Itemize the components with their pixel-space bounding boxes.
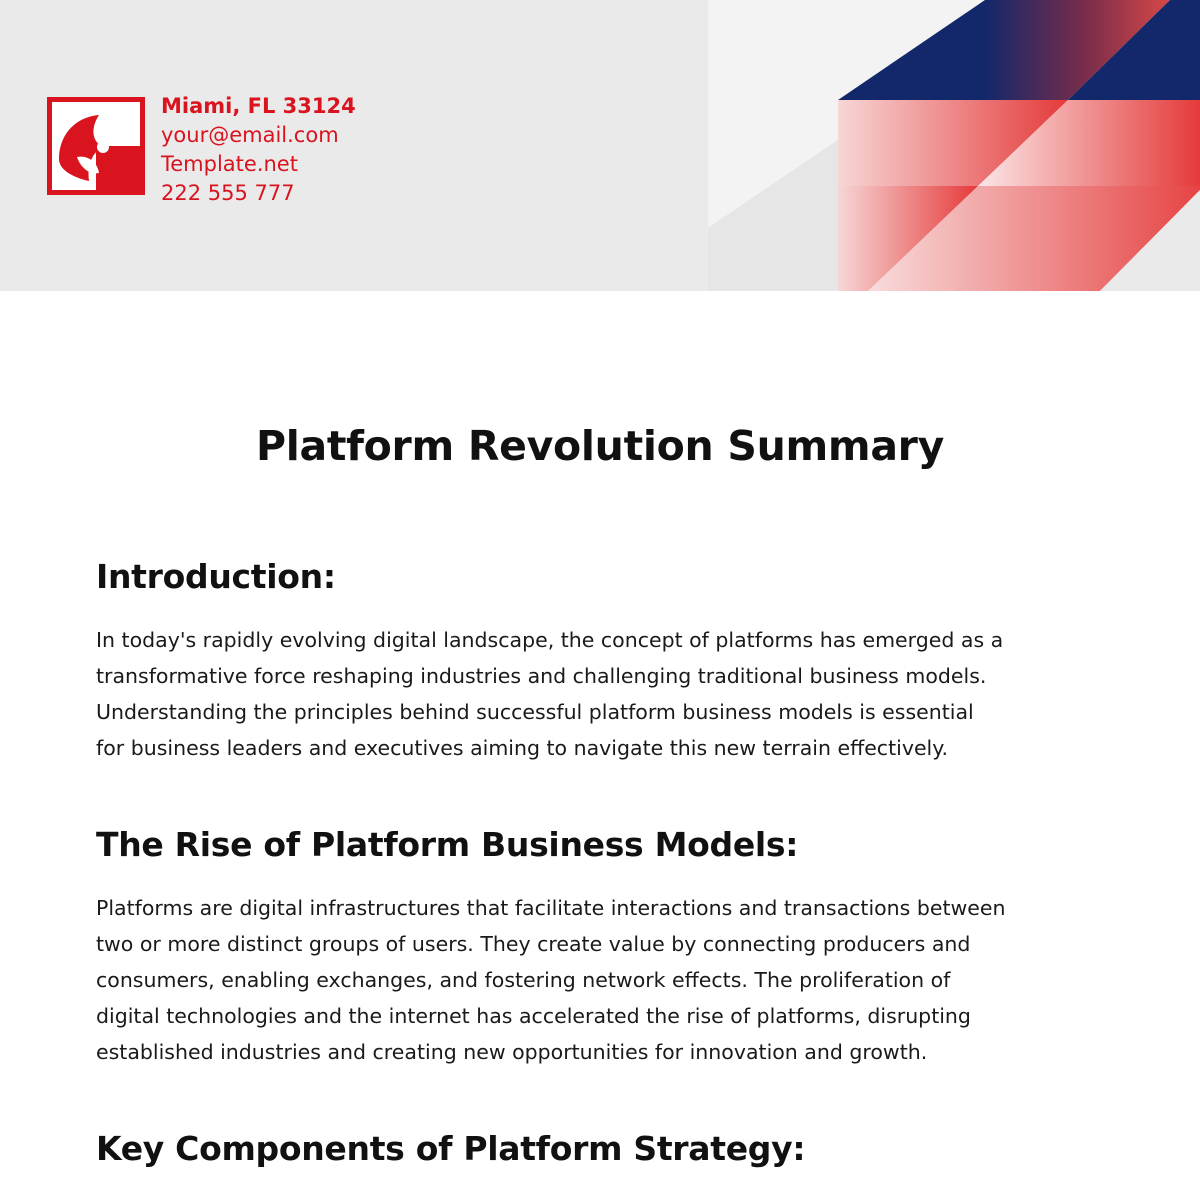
paragraph-line: In today's rapidly evolving digital landscape, the concept of platforms has emerged as a bbox=[96, 628, 1004, 652]
contact-website[interactable]: Template.net bbox=[161, 152, 298, 176]
contact-email[interactable]: your@email.com bbox=[161, 123, 339, 147]
contact-phone: 222 555 777 bbox=[161, 181, 295, 205]
paragraph-line: for business leaders and executives aiming to navigate this new terrain effectively. bbox=[96, 736, 948, 760]
paragraph-line: established industries and creating new opportunities for innovation and growth. bbox=[96, 1040, 928, 1064]
section-body-introduction bbox=[96, 622, 1106, 766]
contact-block bbox=[161, 92, 356, 208]
letterhead-header bbox=[0, 0, 1200, 291]
paragraph-line: transformative force reshaping industries and challenging traditional business models. bbox=[96, 664, 987, 688]
paragraph-line: consumers, enabling exchanges, and fostering network effects. The proliferation of bbox=[96, 968, 951, 992]
section-body-rise-of-platforms bbox=[96, 890, 1106, 1070]
company-logo-icon bbox=[47, 97, 145, 195]
section-heading-key-components: Key Components of Platform Strategy: bbox=[96, 1129, 806, 1168]
section-heading-rise-of-platforms: The Rise of Platform Business Models: bbox=[96, 825, 799, 864]
paragraph-line: two or more distinct groups of users. They create value by connecting producers and bbox=[96, 932, 971, 956]
paragraph-line: digital technologies and the internet has accelerated the rise of platforms, disrupting bbox=[96, 1004, 971, 1028]
document-title: Platform Revolution Summary bbox=[255, 422, 945, 470]
paragraph-line: Platforms are digital infrastructures that facilitate interactions and transactions between bbox=[96, 896, 1006, 920]
section-heading-introduction: Introduction: bbox=[96, 557, 336, 596]
contact-city: Miami, FL 33124 bbox=[161, 94, 356, 118]
paragraph-line: Understanding the principles behind successful platform business models is essential bbox=[96, 700, 974, 724]
